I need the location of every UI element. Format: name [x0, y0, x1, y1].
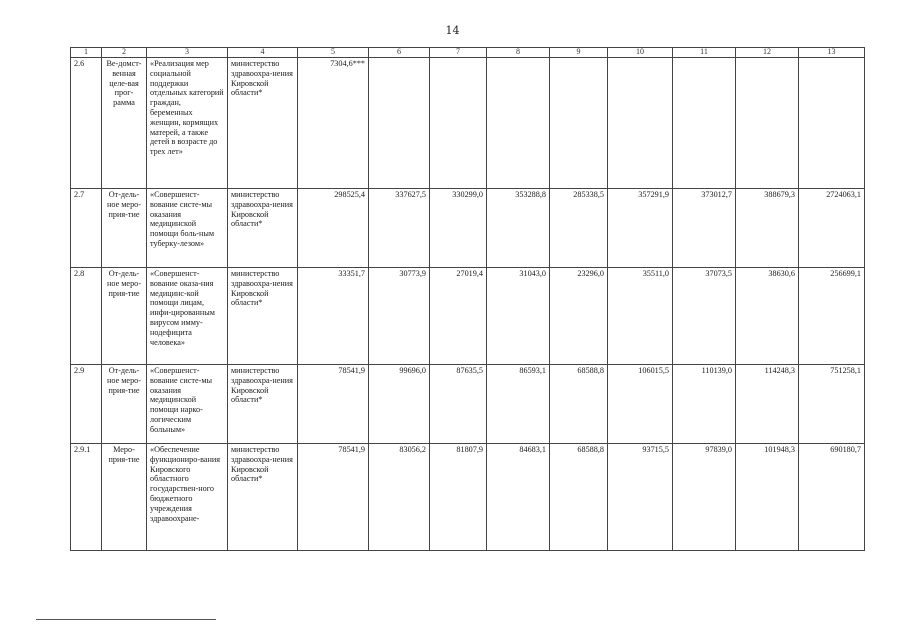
column-header: 9 — [550, 48, 608, 58]
column-header: 13 — [799, 48, 865, 58]
cell-value: 357291,9 — [608, 189, 673, 268]
cell-value: 33351,7 — [298, 268, 369, 365]
cell-value: 27019,4 — [430, 268, 487, 365]
cell-value — [673, 58, 736, 189]
cell-value: 256699,1 — [799, 268, 865, 365]
cell-value: 68588,8 — [550, 365, 608, 444]
cell-value: 106015,5 — [608, 365, 673, 444]
column-header: 3 — [147, 48, 228, 58]
cell-value — [550, 58, 608, 189]
row-executor: министерство здравоохра-нения Кировской области* — [228, 444, 298, 551]
table-row — [71, 189, 865, 268]
cell-value — [430, 58, 487, 189]
row-status: От-дель-ное меро-прия-тие — [102, 365, 147, 444]
cell-value: 30773,9 — [369, 268, 430, 365]
column-header: 8 — [487, 48, 550, 58]
row-executor: министерство здравоохра-нения Кировской области* — [228, 58, 298, 189]
row-executor: министерство здравоохра-нения Кировской области* — [228, 268, 298, 365]
cell-value: 114248,3 — [736, 365, 799, 444]
cell-value: 37073,5 — [673, 268, 736, 365]
column-header: 2 — [102, 48, 147, 58]
cell-value: 690180,7 — [799, 444, 865, 551]
cell-value: 87635,5 — [430, 365, 487, 444]
cell-value: 68588,8 — [550, 444, 608, 551]
table-row — [71, 268, 865, 365]
column-header: 11 — [673, 48, 736, 58]
cell-value: 78541,9 — [298, 365, 369, 444]
row-number: 2.9 — [71, 365, 102, 444]
cell-value: 101948,3 — [736, 444, 799, 551]
row-program-name: «Реализация мер социальной поддержки отдельных категорий граждан, беременных женщин, кормящих матерей, а также детей в возрасте до трех лет» — [147, 58, 228, 189]
table-row — [71, 444, 865, 551]
cell-value: 751258,1 — [799, 365, 865, 444]
cell-value — [608, 58, 673, 189]
row-status: Ве-домст-венная целе-вая прог-рамма — [102, 58, 147, 189]
cell-value: 99696,0 — [369, 365, 430, 444]
column-header: 12 — [736, 48, 799, 58]
cell-value: 97839,0 — [673, 444, 736, 551]
row-number: 2.9.1 — [71, 444, 102, 551]
column-header: 10 — [608, 48, 673, 58]
cell-value: 298525,4 — [298, 189, 369, 268]
row-program-name: «Совершенст-вование систе-мы оказания медицинской помощи боль-ным туберку-лезом» — [147, 189, 228, 268]
cell-value: 93715,5 — [608, 444, 673, 551]
table-row — [71, 365, 865, 444]
cell-value — [487, 58, 550, 189]
header-row — [71, 48, 865, 58]
row-status: Меро-прия-тие — [102, 444, 147, 551]
column-header: 6 — [369, 48, 430, 58]
cell-value: 285338,5 — [550, 189, 608, 268]
column-header: 1 — [71, 48, 102, 58]
row-program-name: «Обеспечение функциониро-вания Кировского областного государствен-ного бюджетного учреждения здравоохране- — [147, 444, 228, 551]
cell-value: 330299,0 — [430, 189, 487, 268]
cell-value: 2724063,1 — [799, 189, 865, 268]
column-header: 5 — [298, 48, 369, 58]
row-program-name: «Совершенст-вование оказа-ния медицинс-кой помощи лицам, инфи-цированным вирусом имму-нодефицита человека» — [147, 268, 228, 365]
cell-value: 78541,9 — [298, 444, 369, 551]
cell-value: 373012,7 — [673, 189, 736, 268]
row-number: 2.7 — [71, 189, 102, 268]
row-program-name: «Совершенст-вование систе-мы оказания медицинской помощи нарко-логическим больным» — [147, 365, 228, 444]
cell-value: 337627,5 — [369, 189, 430, 268]
cell-value: 83056,2 — [369, 444, 430, 551]
cell-value: 84683,1 — [487, 444, 550, 551]
cell-value: 7304,6*** — [298, 58, 369, 189]
row-number: 2.8 — [71, 268, 102, 365]
row-status: От-дель-ное меро-прия-тие — [102, 189, 147, 268]
cell-value — [736, 58, 799, 189]
row-status: От-дель-ное меро-прия-тие — [102, 268, 147, 365]
budget-table — [70, 47, 865, 551]
column-header: 4 — [228, 48, 298, 58]
cell-value: 353288,8 — [487, 189, 550, 268]
page-number: 14 — [445, 24, 460, 37]
cell-value: 31043,0 — [487, 268, 550, 365]
cell-value: 81807,9 — [430, 444, 487, 551]
cell-value: 110139,0 — [673, 365, 736, 444]
cell-value — [369, 58, 430, 189]
cell-value: 388679,3 — [736, 189, 799, 268]
table-row — [71, 58, 865, 189]
row-number: 2.6 — [71, 58, 102, 189]
cell-value — [799, 58, 865, 189]
cell-value: 23296,0 — [550, 268, 608, 365]
cell-value: 35511,0 — [608, 268, 673, 365]
row-executor: министерство здравоохра-нения Кировской области* — [228, 189, 298, 268]
column-header: 7 — [430, 48, 487, 58]
cell-value: 86593,1 — [487, 365, 550, 444]
footnote-separator — [36, 619, 216, 620]
row-executor: министерство здравоохра-нения Кировской области* — [228, 365, 298, 444]
cell-value: 38630,6 — [736, 268, 799, 365]
